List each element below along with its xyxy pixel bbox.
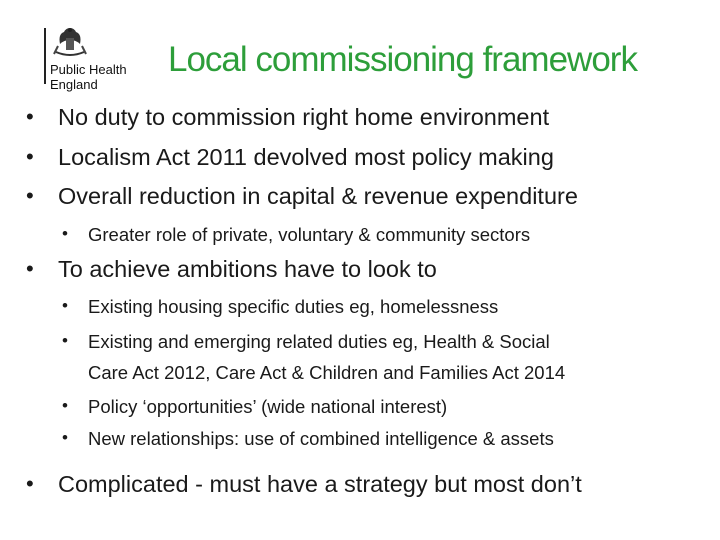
sub-bullet-text: Policy ‘opportunities’ (wide national interest) bbox=[88, 396, 448, 417]
bullet-marker: • bbox=[62, 331, 68, 350]
bullet-marker: • bbox=[62, 296, 68, 315]
sub-bullet-text: Greater role of private, voluntary & community sectors bbox=[88, 224, 531, 245]
royal-crest-icon bbox=[50, 24, 90, 60]
bullet-marker: • bbox=[62, 396, 68, 415]
bullet-marker: • bbox=[26, 471, 34, 496]
bullet-marker: • bbox=[26, 256, 34, 281]
sub-bullet-text: Existing housing specific duties eg, homelessness bbox=[88, 296, 499, 317]
bullet-text: Localism Act 2011 devolved most policy making bbox=[58, 144, 554, 170]
logo-line2: England bbox=[50, 77, 98, 92]
logo-divider bbox=[44, 28, 46, 84]
bullet-text: No duty to commission right home environment bbox=[58, 104, 550, 130]
bullet-marker: • bbox=[62, 428, 68, 447]
bullet-marker: • bbox=[62, 224, 68, 243]
bullet-text: Overall reduction in capital & revenue expenditure bbox=[58, 183, 578, 209]
sub-bullet-text: Existing and emerging related duties eg, Health & Social bbox=[88, 331, 550, 352]
slide-title: Local commissioning framework bbox=[168, 40, 637, 79]
logo-line1: Public Health bbox=[50, 62, 127, 77]
phe-logo bbox=[40, 24, 150, 92]
bullet-marker: • bbox=[26, 144, 34, 169]
sub-bullet-text: Care Act 2012, Care Act & Children and Families Act 2014 bbox=[88, 362, 566, 383]
bullet-text: Complicated - must have a strategy but most don’t bbox=[58, 471, 582, 497]
sub-bullet-text: New relationships: use of combined intelligence & assets bbox=[88, 428, 554, 449]
bullet-text: To achieve ambitions have to look to bbox=[58, 256, 437, 282]
logo-wordmark bbox=[50, 62, 127, 92]
bullet-marker: • bbox=[26, 183, 34, 208]
bullet-marker: • bbox=[26, 104, 34, 129]
